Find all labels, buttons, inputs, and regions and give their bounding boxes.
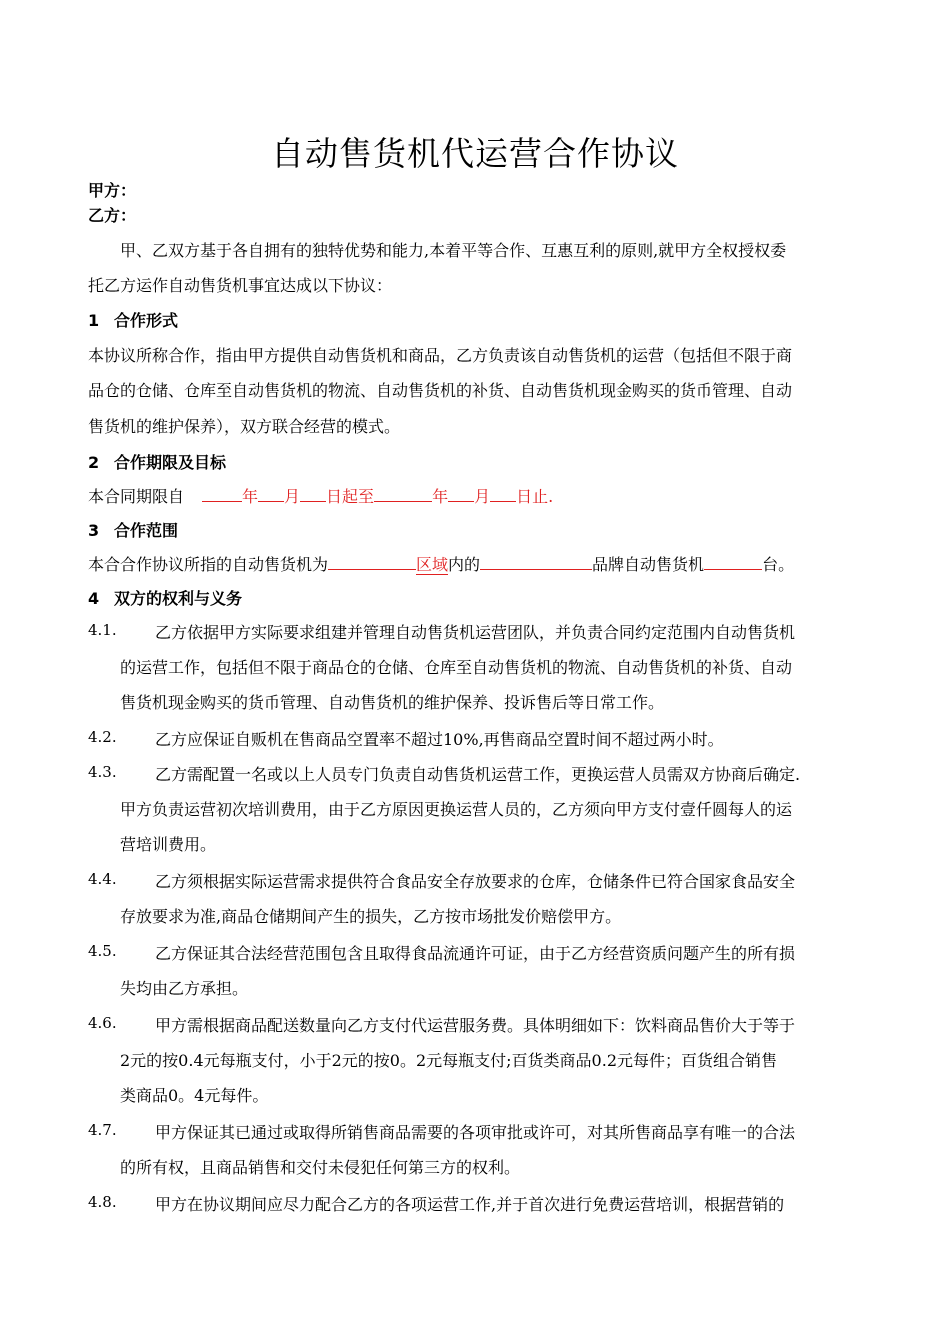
start-day-blank[interactable] bbox=[300, 485, 326, 502]
end-month-blank[interactable] bbox=[448, 485, 474, 502]
item-4-4-line-1: 乙方须根据实际运营需求提供符合食品安全存放要求的仓库，仓储条件已符合国家食品安全 bbox=[155, 872, 796, 891]
intro-line-1: 甲、乙双方基于各自拥有的独特优势和能力,本着平等合作、互惠互利的原则,就甲方全权授权委 bbox=[120, 241, 787, 260]
section-4-number: 4 bbox=[88, 589, 100, 608]
item-4-3-line-2: 甲方负责运营初次培训费用，由于乙方原因更换运营人员的，乙方须向甲方支付壹仟圆每人的运 bbox=[120, 800, 793, 819]
item-4-3-number: 4.3. bbox=[88, 763, 117, 781]
item-4-2-number: 4.2. bbox=[88, 728, 117, 746]
item-4-3-line-3: 营培训费用。 bbox=[120, 835, 217, 854]
section-1-line-3: 售货机的维护保养），双方联合经营的模式。 bbox=[88, 417, 401, 436]
start-year-blank[interactable] bbox=[202, 485, 242, 502]
start-month-label: 月 bbox=[284, 487, 301, 506]
item-4-7-line-1: 甲方保证其已通过或取得所销售商品需要的各项审批或许可，对其所售商品享有唯一的合法 bbox=[155, 1123, 796, 1142]
item-4-2-line-1: 乙方应保证自贩机在售商品空置率不超过10%,再售商品空置时间不超过两小时。 bbox=[155, 730, 724, 749]
scope-line bbox=[88, 552, 878, 575]
section-2-heading bbox=[88, 450, 226, 473]
intro-line-2: 托乙方运作自动售货机事宜达成以下协议： bbox=[88, 276, 393, 295]
item-4-8-line-1: 甲方在协议期间应尽力配合乙方的各项运营工作,并于首次进行免费运营培训，根据营销的 bbox=[155, 1195, 785, 1214]
section-1-heading bbox=[88, 308, 178, 331]
end-year-blank[interactable] bbox=[374, 485, 432, 502]
region-label: 区域 bbox=[416, 555, 449, 574]
end-year-label: 年 bbox=[432, 487, 449, 506]
scope-mid: 内的 bbox=[448, 555, 481, 574]
item-4-6-line-2: 2元的按0.4元每瓶支付，小于2元的按0。2元每瓶支付;百货类商品0.2元每件；百货组合销售 bbox=[120, 1051, 778, 1070]
end-month-label: 月 bbox=[474, 487, 491, 506]
section-1-line-1: 本协议所称合作，指由甲方提供自动售货机和商品，乙方负责该自动售货机的运营（包括但不限于商 bbox=[88, 346, 793, 365]
item-4-6-line-1: 甲方需根据商品配送数量向乙方支付代运营服务费。具体明细如下：饮料商品售价大于等于 bbox=[155, 1016, 796, 1035]
term-prefix: 本合同期限自 bbox=[88, 487, 185, 506]
item-4-5-line-2: 失均由乙方承担。 bbox=[120, 979, 249, 998]
section-1-number: 1 bbox=[88, 311, 100, 330]
start-month-blank[interactable] bbox=[258, 485, 284, 502]
item-4-1-line-2: 的运营工作，包括但不限于商品仓的仓储、仓库至自动售货机的物流、自动售货机的补货、自动 bbox=[120, 658, 793, 677]
end-day-label: 日止. bbox=[516, 487, 554, 506]
page-title: 自动售货机代运营合作协议 bbox=[271, 134, 679, 173]
quantity-blank[interactable] bbox=[704, 553, 762, 570]
item-4-1-line-1: 乙方依据甲方实际要求组建并管理自动售货机运营团队，并负责合同约定范围内自动售货机 bbox=[155, 623, 796, 642]
item-4-1-line-3: 售货机现金购买的货币管理、自动售货机的维护保养、投诉售后等日常工作。 bbox=[120, 693, 665, 712]
item-4-3-line-1: 乙方需配置一名或以上人员专门负责自动售货机运营工作，更换运营人员需双方协商后确定. bbox=[155, 765, 801, 784]
section-3-number: 3 bbox=[88, 521, 100, 540]
item-4-7-number: 4.7. bbox=[88, 1121, 117, 1139]
section-1-title: 合作形式 bbox=[114, 311, 179, 330]
section-2-number: 2 bbox=[88, 453, 100, 472]
item-4-1-number: 4.1. bbox=[88, 621, 117, 639]
end-day-blank[interactable] bbox=[490, 485, 516, 502]
start-year-label: 年 bbox=[242, 487, 259, 506]
item-4-4-number: 4.4. bbox=[88, 870, 117, 888]
section-4-heading bbox=[88, 586, 242, 609]
section-3-title: 合作范围 bbox=[114, 521, 179, 540]
section-4-title: 双方的权利与义务 bbox=[114, 589, 243, 608]
item-4-7-line-2: 的所有权，且商品销售和交付未侵犯任何第三方的权利。 bbox=[120, 1158, 521, 1177]
quantity-unit: 台。 bbox=[762, 555, 795, 574]
item-4-5-line-1: 乙方保证其合法经营范围包含且取得食品流通许可证，由于乙方经营资质问题产生的所有损 bbox=[155, 944, 796, 963]
item-4-6-line-3: 类商品0。4元每件。 bbox=[120, 1086, 269, 1105]
section-1-line-2: 品仓的仓储、仓库至自动售货机的物流、自动售货机的补货、自动售货机现金购买的货币管理、自动 bbox=[88, 381, 793, 400]
term-line bbox=[88, 484, 878, 507]
item-4-8-number: 4.8. bbox=[88, 1193, 117, 1211]
brand-label: 品牌自动售货机 bbox=[592, 555, 705, 574]
party-a-label: 甲方： bbox=[88, 181, 137, 200]
item-4-4-line-2: 存放要求为准,商品仓储期间产生的损失，乙方按市场批发价赔偿甲方。 bbox=[120, 907, 622, 926]
section-2-title: 合作期限及目标 bbox=[114, 453, 227, 472]
brand-blank[interactable] bbox=[480, 553, 592, 570]
item-4-6-number: 4.6. bbox=[88, 1014, 117, 1032]
region-blank[interactable] bbox=[328, 553, 416, 570]
scope-prefix: 本合合作协议所指的自动售货机为 bbox=[88, 555, 329, 574]
start-day-label: 日起至 bbox=[326, 487, 375, 506]
party-b-label: 乙方： bbox=[88, 206, 137, 225]
section-3-heading bbox=[88, 518, 178, 541]
item-4-5-number: 4.5. bbox=[88, 942, 117, 960]
